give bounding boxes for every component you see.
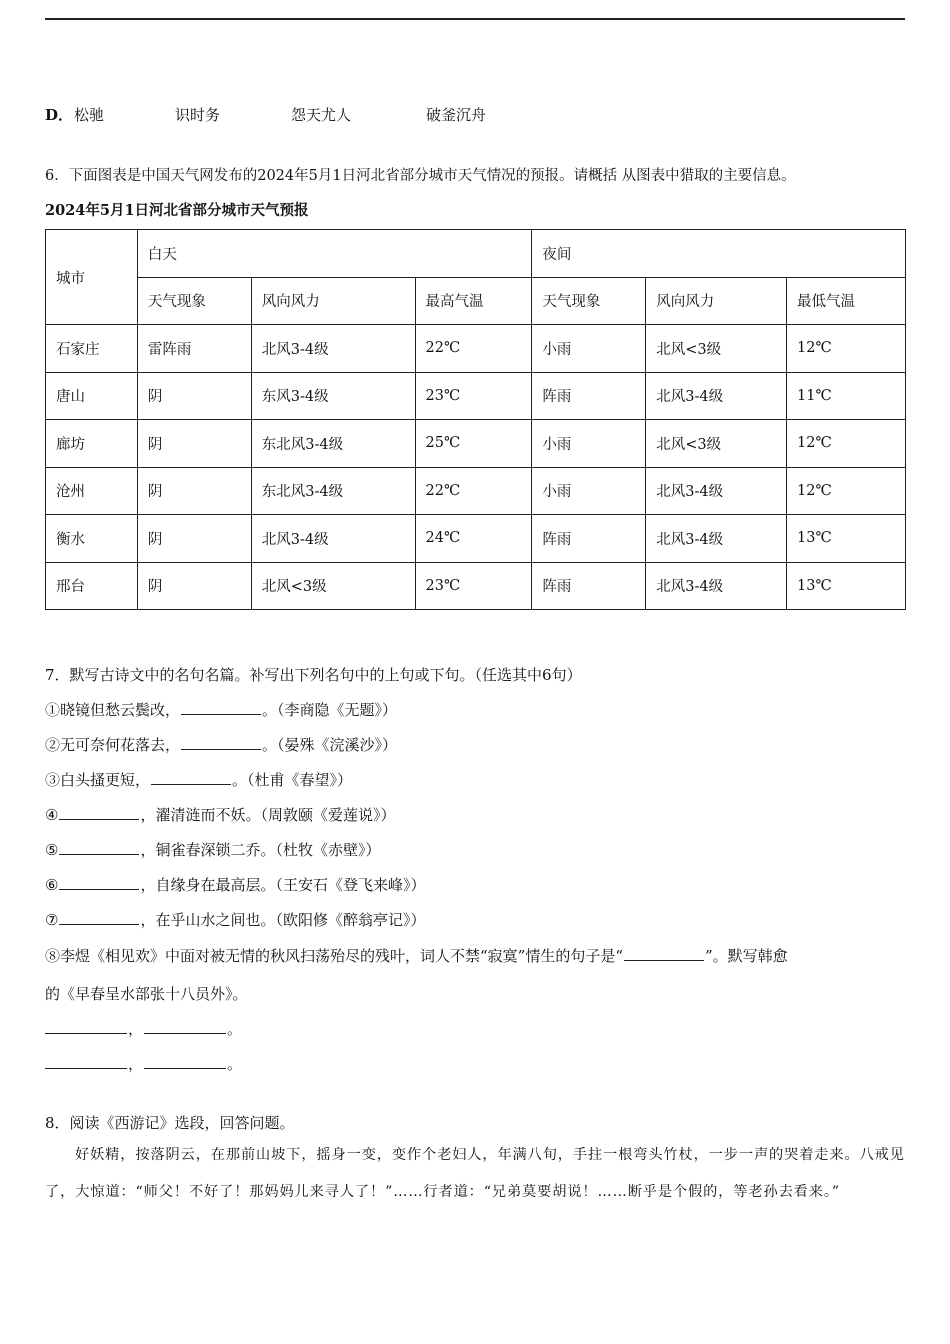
- cell-night-wind: 北风3-4级: [646, 515, 787, 563]
- cell-night-low: 13℃: [787, 515, 906, 563]
- cell-night-wind: 北风<3级: [646, 325, 787, 373]
- cell-day-high: 22℃: [415, 325, 532, 373]
- q7-answer-line-1: [45, 1018, 242, 1039]
- cell-day-wind: 北风<3级: [251, 562, 415, 610]
- cell-night-weather: 阵雨: [532, 372, 646, 420]
- table-row: [46, 467, 906, 515]
- option-d-label: D．: [45, 106, 74, 124]
- cell-night-weather: 阵雨: [532, 515, 646, 563]
- cell-city: 石家庄: [46, 325, 138, 373]
- answer-blank[interactable]: [45, 1054, 127, 1069]
- q8-stem: 8．阅读《西游记》选段，回答问题。: [45, 1114, 295, 1132]
- table-row: [46, 372, 906, 420]
- answer-blank[interactable]: [151, 770, 231, 785]
- cell-night-weather: 小雨: [532, 467, 646, 515]
- cell-city: 廊坊: [46, 420, 138, 468]
- q8-passage-text: 好妖精，按落阴云，在那前山坡下，摇身一变，变作个老妇人，年满八旬，手拄一根弯头竹杖，一步一声的哭着走来。八戒见了，大惊道：“师父！不好了！那妈妈儿来寻人了！”……行者道：“兄弟莫要胡说！……断乎是个假的，等老孙去看来。”: [45, 1147, 905, 1200]
- table-row: [46, 562, 906, 610]
- q7-line-1-source: 。（李商隐《无题》）: [262, 701, 398, 719]
- cell-night-weather: 小雨: [532, 420, 646, 468]
- answer-blank[interactable]: [45, 1019, 127, 1034]
- cell-day-wind: 东北风3-4级: [251, 467, 415, 515]
- cell-day-weather: 雷阵雨: [137, 325, 251, 373]
- q6-stem: 6．下面图表是中国天气网发布的2024年5月1日河北省部分城市天气情况的预报。请概括 从图表中猎取的主要信息。: [45, 168, 796, 184]
- cell-night-low: 12℃: [787, 420, 906, 468]
- cell-day-weather: 阴: [137, 562, 251, 610]
- answer-blank[interactable]: [59, 910, 139, 925]
- q7-line-4-text: ，濯清涟而不妖。（周敦颐《爱莲说》）: [140, 806, 396, 824]
- cell-day-high: 24℃: [415, 515, 532, 563]
- answer-blank[interactable]: [181, 735, 261, 750]
- table-row: [46, 515, 906, 563]
- answer-blank[interactable]: [144, 1054, 226, 1069]
- cell-night-wind: 北风<3级: [646, 420, 787, 468]
- q7-line-8: [45, 945, 788, 966]
- answer-blank[interactable]: [624, 946, 704, 961]
- answer-blank[interactable]: [59, 875, 139, 890]
- q7-line-7-num: ⑦: [45, 911, 59, 929]
- header-night-weather: 天气现象: [532, 277, 646, 325]
- header-day: 白天: [137, 230, 532, 278]
- header-city: 城市: [46, 230, 138, 325]
- cell-night-wind: 北风3-4级: [646, 467, 787, 515]
- q7-line-3-source: 。（杜甫《春望》）: [232, 771, 353, 789]
- option-d-line: [45, 104, 905, 124]
- table-header-row-2: [46, 277, 906, 325]
- answer-blank[interactable]: [181, 700, 261, 715]
- table-row: [46, 325, 906, 373]
- q7-line-6-num: ⑥: [45, 876, 59, 894]
- q7-line-5-text: ，铜雀春深锁二乔。（杜牧《赤壁》）: [140, 841, 381, 859]
- q7-answer-line-2: [45, 1053, 242, 1074]
- q7-line-6: [45, 874, 425, 895]
- period: 。: [227, 1020, 243, 1038]
- q7-stem: 7．默写古诗文中的名句名篇。补写出下列名句中的上句或下句。（任选其中6句）: [45, 666, 582, 684]
- q7-line-5-num: ⑤: [45, 841, 59, 859]
- cell-day-high: 22℃: [415, 467, 532, 515]
- answer-blank[interactable]: [144, 1019, 226, 1034]
- table-header-row-1: [46, 230, 906, 278]
- q7-line-8-tail: ”。默写韩愈: [705, 947, 788, 965]
- cell-night-weather: 小雨: [532, 325, 646, 373]
- cell-night-low: 13℃: [787, 562, 906, 610]
- cell-day-weather: 阴: [137, 372, 251, 420]
- header-night-wind: 风向风力: [646, 277, 787, 325]
- cell-night-weather: 阵雨: [532, 562, 646, 610]
- header-day-high: 最高气温: [415, 277, 532, 325]
- q7-line-4-num: ④: [45, 806, 59, 824]
- cell-night-wind: 北风3-4级: [646, 562, 787, 610]
- q7-line-6-text: ，自缘身在最高层。（王安石《登飞来峰》）: [140, 876, 426, 894]
- header-day-wind: 风向风力: [251, 277, 415, 325]
- cell-city: 衡水: [46, 515, 138, 563]
- q7-line-1-text: ①晓镜但愁云鬓改，: [45, 701, 181, 719]
- comma: ，: [128, 1020, 144, 1038]
- q7-line-1: [45, 699, 397, 720]
- q7-line-2-text: ②无可奈何花落去，: [45, 736, 181, 754]
- comma: ，: [128, 1055, 144, 1073]
- header-night: 夜间: [532, 230, 906, 278]
- period: 。: [227, 1055, 243, 1073]
- cell-day-wind: 北风3-4级: [251, 515, 415, 563]
- table-row: [46, 420, 906, 468]
- header-night-low: 最低气温: [787, 277, 906, 325]
- weather-table: [45, 229, 906, 610]
- q7-line-4: [45, 804, 395, 825]
- cell-day-high: 25℃: [415, 420, 532, 468]
- q7-line-2: [45, 734, 397, 755]
- cell-night-wind: 北风3-4级: [646, 372, 787, 420]
- answer-blank[interactable]: [59, 840, 139, 855]
- q7-line-5: [45, 839, 380, 860]
- q7-line-7: [45, 909, 425, 930]
- cell-day-wind: 北风3-4级: [251, 325, 415, 373]
- q7-line-3: [45, 769, 352, 790]
- top-rule: [45, 18, 905, 20]
- cell-night-low: 12℃: [787, 325, 906, 373]
- cell-night-low: 12℃: [787, 467, 906, 515]
- option-d-item-1: 松驰: [74, 106, 105, 124]
- cell-day-weather: 阴: [137, 467, 251, 515]
- cell-day-high: 23℃: [415, 562, 532, 610]
- q7-line-7-text: ，在乎山水之间也。（欧阳修《醉翁亭记》）: [140, 911, 426, 929]
- cell-night-low: 11℃: [787, 372, 906, 420]
- q7-line-3-text: ③白头搔更短，: [45, 771, 151, 789]
- q7-line-8-text: ⑧李煜《相见欢》中面对被无情的秋风扫荡殆尽的残叶，词人不禁“寂寞”情生的句子是“: [45, 947, 624, 965]
- q7-line-8-cont: 的《早春呈水部张十八员外》。: [45, 985, 248, 1003]
- answer-blank[interactable]: [59, 805, 139, 820]
- cell-day-wind: 东风3-4级: [251, 372, 415, 420]
- cell-city: 邢台: [46, 562, 138, 610]
- option-d-item-2: 识时务: [175, 106, 221, 124]
- cell-city: 唐山: [46, 372, 138, 420]
- header-day-weather: 天气现象: [137, 277, 251, 325]
- cell-day-weather: 阴: [137, 420, 251, 468]
- q8-passage: [45, 1137, 905, 1211]
- q7-line-2-source: 。（晏殊《浣溪沙》）: [262, 736, 398, 754]
- option-d-item-3: 怨天尤人: [291, 106, 352, 124]
- cell-city: 沧州: [46, 467, 138, 515]
- cell-day-wind: 东北风3-4级: [251, 420, 415, 468]
- option-d-item-4: 破釜沉舟: [426, 106, 487, 124]
- q6-table-title: 2024年5月1日河北省部分城市天气预报: [45, 202, 309, 219]
- cell-day-weather: 阴: [137, 515, 251, 563]
- cell-day-high: 23℃: [415, 372, 532, 420]
